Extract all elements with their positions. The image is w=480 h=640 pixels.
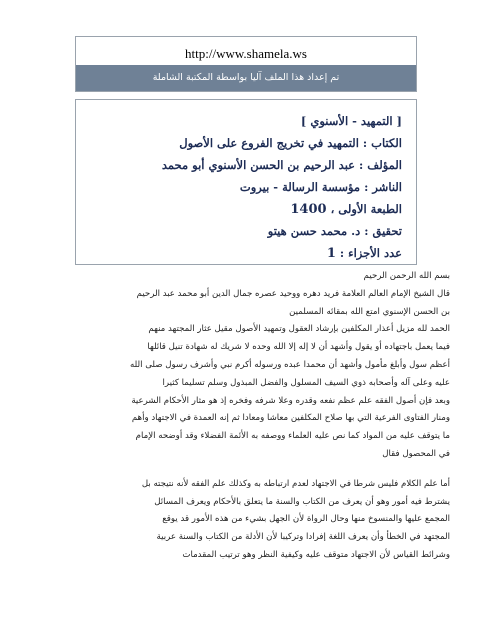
book-title-bracket: [ التمهيد - الأسنوي ]	[300, 114, 402, 128]
text-line: قال الشيخ الإمام العالم العلامة فريد دهره ووحيد عصره جمال الدين أبو محمد عبد الرحيم	[136, 288, 450, 299]
book-editor: تحقيق : د. محمد حسن هيتو	[267, 224, 402, 238]
text-line: ومنار الفتاوى الفرعية التي بها صلاح المكلفين معاشا ومعادا ثم إنه العمدة في الاجتهاد وأهم	[131, 413, 450, 424]
edition-label: الطبعة الأولى ،	[330, 202, 402, 216]
body-text	[30, 268, 450, 565]
site-url[interactable]: http://www.shamela.ws	[185, 46, 307, 61]
text-line: المجتهد في الخطأ وأن يعرف اللغة إفرادا وتركيبا لأن الأدلة من الكتاب والسنة عربية	[156, 532, 450, 543]
book-edition	[162, 198, 402, 220]
generated-by-banner: تم إعداد هذا الملف آليا بواسطة المكتبة الشاملة	[76, 65, 416, 91]
text-line: المجمع عليها والمنسوخ منها وحال الرواة لأن الجهل بشيء من هذه الأمور قد يوقع	[162, 514, 450, 525]
book-info-box	[75, 99, 417, 265]
book-author: المؤلف : عبد الرحيم بن الحسن الأسنوي أبو محمد	[161, 158, 402, 172]
text-line: يشترط فيه أمور وهو أن يعرف من الكتاب والسنة ما يتعلق بالأحكام ويعرف المسائل	[154, 496, 450, 507]
volumes-label: عدد الأجزاء :	[339, 246, 402, 260]
text-line: بن الحسن الإسنوي امتع الله بمقائه المسلمين	[289, 306, 450, 317]
header-box	[75, 36, 417, 92]
text-line: وبعد فإن أصول الفقه علم عظم نفعه وقدره وعلا شرفه وفخره إذ هو مثار الأحكام الشرعية	[131, 395, 450, 406]
text-line: ما يتوقف عليه من المواد كما نص عليه العلماء ووصفه به الأئمة الفضلاء وقد أوضحه الإمام	[135, 431, 450, 442]
text-line: وشرائط القياس لأن الاجتهاد متوقف عليه وكيفية النظر وهو ترتيب المقدمات	[182, 549, 450, 560]
paragraph-2	[30, 476, 450, 565]
volumes-value: 1	[326, 246, 336, 261]
paragraph-1	[30, 268, 450, 464]
text-line: أعظم سول وأبلغ مأمول وأشهد أن محمدا عبده ورسوله أكرم نبي وأشرف رسول صلى الله	[130, 359, 450, 370]
text-line: فيما يعمل باجتهاده أو يقول وأشهد أن لا إله إلا الله وحده لا شريك له شهادة تنيل قائلها	[147, 342, 450, 353]
paragraph-gap	[30, 464, 450, 476]
book-publisher: الناشر : مؤسسة الرسالة - بيروت	[239, 180, 402, 194]
text-line: أما علم الكلام فليس شرطا في الاجتهاد لعدم ارتباطه به وكذلك علم الفقه لأنه نتيجته بل	[141, 478, 450, 489]
book-name: الكتاب : التمهيد في تخريج الفروع على الأصول	[179, 136, 402, 150]
book-info	[162, 110, 402, 264]
text-line: بسم الله الرحمن الرحيم	[363, 271, 450, 281]
text-line: عليه وعلى آله وأصحابه ذوي السيف المسلول والفضل المبذول وسلم تسليما كثيرا	[162, 377, 450, 388]
text-line: في المحصول فقال	[382, 448, 450, 459]
text-line: الحمد لله مزيل أعذار المكلفين بإرشاد العقول وتمهيد الأصول مقيل عثار المجتهد منهم	[148, 324, 450, 335]
edition-year: 1400	[290, 202, 327, 217]
book-volumes	[162, 242, 402, 264]
